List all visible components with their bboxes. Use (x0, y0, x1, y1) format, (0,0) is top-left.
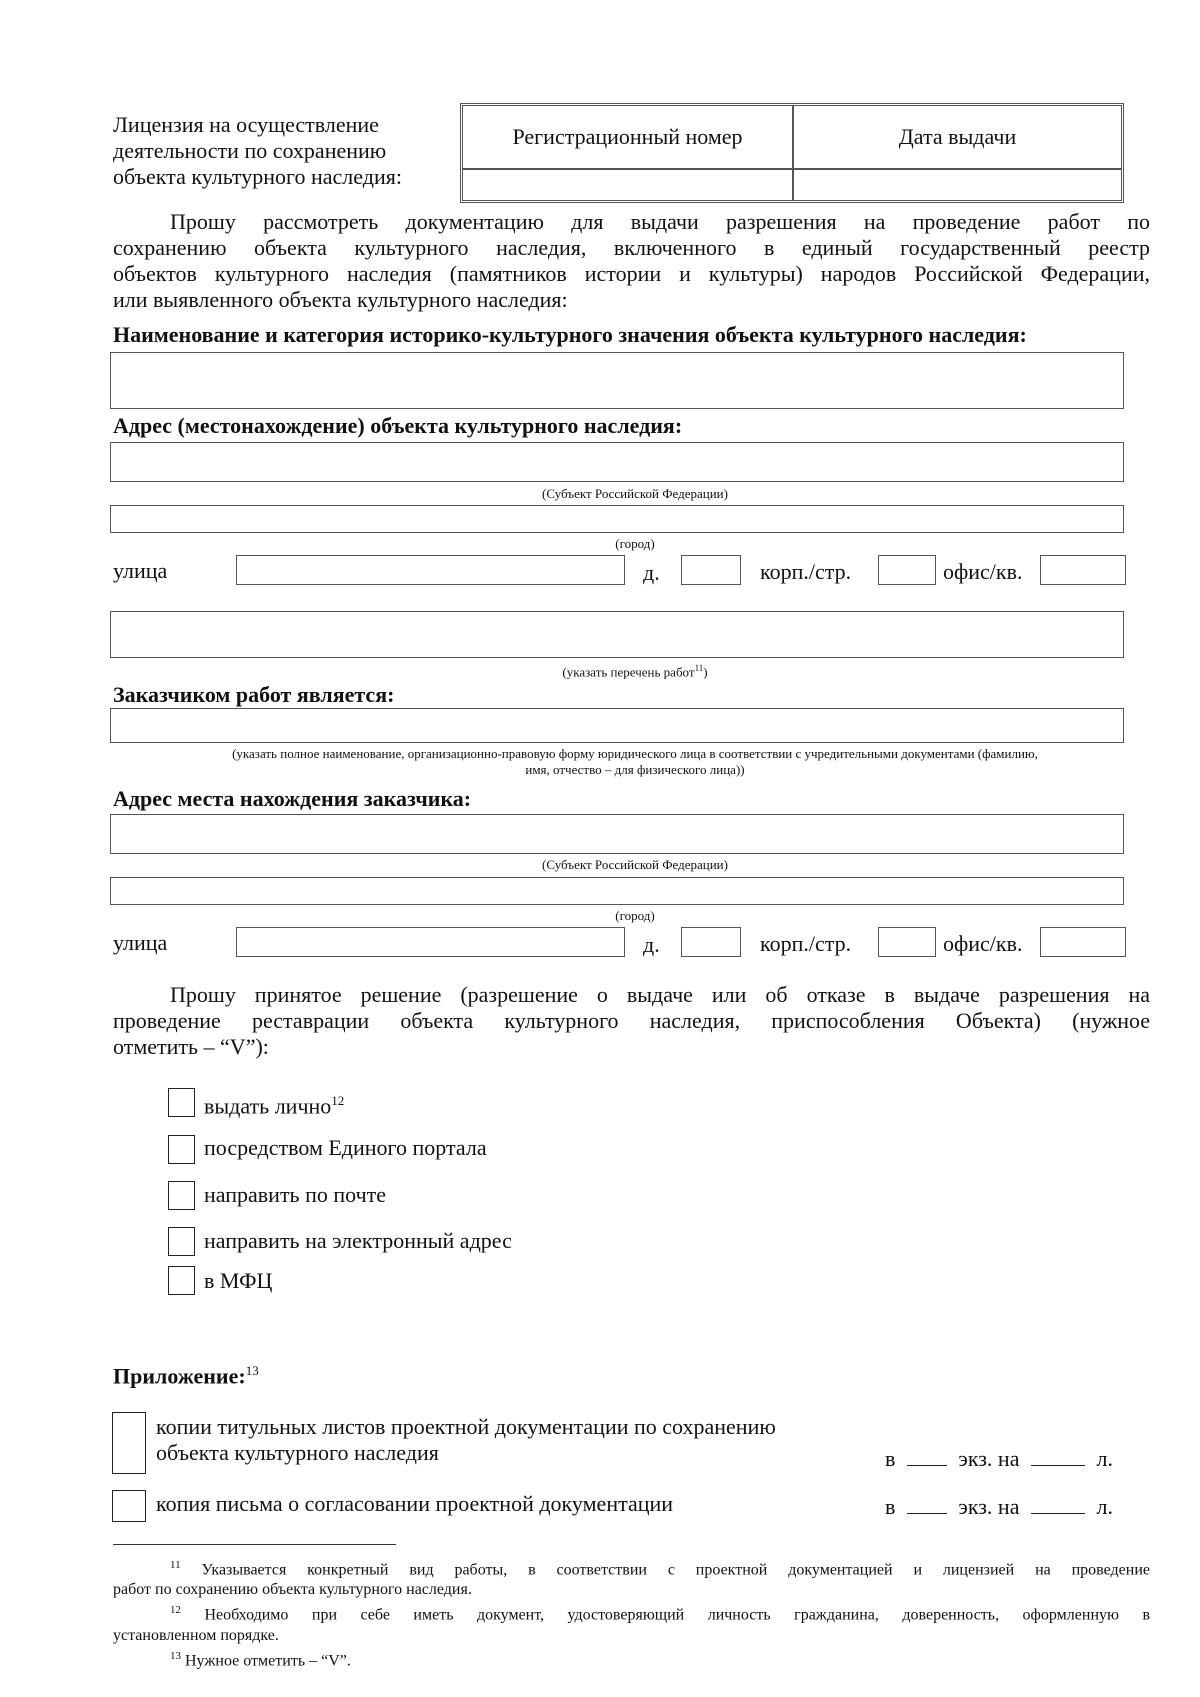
option-mfc-label: в МФЦ (204, 1268, 273, 1293)
appendix-item-2-checkbox[interactable] (112, 1490, 146, 1522)
license-label-line: деятельности по сохранению (113, 138, 387, 163)
footnote-11-line2: работ по сохранению объекта культурного наследия. (113, 1581, 472, 1599)
appendix-item-line: объекта культурного наследия (156, 1440, 439, 1465)
heading-object-address: Адрес (местонахождение) объекта культурного наследия: (113, 413, 683, 438)
object-subject-caption: (Субъект Российской Федерации) (542, 486, 728, 501)
option-in-person-checkbox[interactable] (168, 1088, 195, 1117)
footnote-number: 13 (170, 1649, 181, 1662)
in-label: в (885, 1446, 896, 1471)
customer-house-label: д. (643, 932, 660, 957)
footnote-12-line1 (113, 1600, 1150, 1625)
customer-building-input[interactable] (878, 927, 936, 957)
customer-street-label: улица (113, 930, 168, 955)
footnote-13-line1 (113, 1646, 1150, 1671)
footnote-number: 11 (170, 1559, 181, 1571)
option-mail-label: направить по почте (204, 1182, 387, 1207)
sheets-label: л. (1096, 1446, 1113, 1471)
customer-city-input[interactable] (110, 877, 1124, 905)
option-portal-checkbox[interactable] (168, 1135, 195, 1164)
intro-line: Прошу рассмотреть документацию для выдачи разрешения на проведение работ по (170, 209, 1150, 234)
heading-customer-address: Адрес места нахождения заказчика: (113, 786, 472, 811)
appendix-item-1-checkbox[interactable] (112, 1412, 146, 1474)
license-table (460, 103, 1124, 203)
license-label-line: объекта культурного наследия: (113, 164, 402, 189)
appendix-title-sup: 13 (245, 1363, 259, 1378)
appendix-item-2-label: копия письма о согласовании проектной документации (156, 1491, 674, 1516)
appendix-item-1-label (156, 1414, 776, 1466)
license-col-regnum: Регистрационный номер (463, 106, 794, 170)
works-caption-sup: 11 (694, 663, 704, 673)
footnote-text: Указывается конкретный вид работы, в соответствии с проектной документацией и лицензией на проведение (201, 1561, 1151, 1579)
footnote-divider (113, 1544, 396, 1545)
customer-caption (110, 746, 1160, 778)
customer-subject-caption: (Субъект Российской Федерации) (542, 857, 728, 872)
object-house-input[interactable] (681, 555, 741, 585)
sheets-label: л. (1096, 1494, 1113, 1519)
license-label (113, 112, 402, 190)
option-mfc-checkbox[interactable] (168, 1266, 195, 1295)
intro-line: или выявленного объекта культурного наследия: (113, 287, 568, 312)
option-label-sup: 12 (331, 1093, 345, 1108)
works-caption: (указать перечень работ$^{11}$) (562, 663, 708, 680)
intro-paragraph (113, 209, 1150, 313)
decision-line: Прошу принятое решение (разрешение о выдаче или об отказе в выдаче разрешения на (170, 982, 1150, 1007)
license-regnum-input[interactable] (463, 170, 794, 200)
appendix-item-line: копии титульных листов проектной документации по сохранению (156, 1414, 776, 1439)
appendix-item-1-count (885, 1446, 1113, 1472)
customer-street-input[interactable] (236, 927, 625, 957)
intro-line: сохранению объекта культурного наследия, включенного в единый государственный реестр (113, 235, 1150, 260)
appendix-item-2-count (885, 1494, 1113, 1520)
customer-name-input[interactable] (110, 708, 1124, 743)
works-list-input[interactable] (110, 611, 1124, 658)
option-label-text: выдать лично (204, 1093, 332, 1119)
footnotes (113, 1555, 1150, 1671)
heading-object-name: Наименование и категория историко-культурного значения объекта культурного наследия: (113, 322, 1027, 347)
object-building-input[interactable] (878, 555, 936, 585)
customer-office-input[interactable] (1040, 927, 1126, 957)
object-city-input[interactable] (110, 505, 1124, 533)
option-mail-checkbox[interactable] (168, 1181, 195, 1210)
footnote-12-line2: установленном порядке. (113, 1626, 279, 1644)
appendix-title-text: Приложение: (113, 1363, 246, 1389)
object-building-label: корп./стр. (760, 559, 852, 584)
option-in-person-label (204, 1088, 344, 1119)
sheets-blank[interactable] (1031, 1465, 1085, 1466)
intro-line: объектов культурного наследия (памятников истории и культуры) народов Российской Федерации, (113, 261, 1150, 286)
footnote-number: 12 (170, 1604, 181, 1617)
object-subject-input[interactable] (110, 442, 1124, 482)
decision-line: отметить – “V”): (113, 1034, 269, 1059)
option-email-checkbox[interactable] (168, 1227, 195, 1256)
customer-house-input[interactable] (681, 927, 741, 957)
object-street-input[interactable] (236, 555, 625, 585)
customer-building-label: корп./стр. (760, 931, 852, 956)
copies-label: экз. на (958, 1446, 1020, 1471)
copies-blank[interactable] (907, 1513, 947, 1514)
copies-label: экз. на (958, 1494, 1020, 1519)
customer-subject-input[interactable] (110, 814, 1124, 854)
object-office-input[interactable] (1040, 555, 1126, 585)
option-portal-label: посредством Единого портала (204, 1135, 487, 1160)
customer-office-label: офис/кв. (943, 931, 1023, 956)
object-street-label: улица (113, 558, 168, 583)
customer-city-caption: (город) (615, 908, 655, 923)
decision-paragraph (113, 982, 1150, 1060)
object-name-input[interactable] (110, 352, 1124, 409)
footnote-11-line1 (113, 1555, 1150, 1580)
appendix-title (113, 1358, 259, 1389)
object-house-label: д. (643, 560, 660, 585)
in-label: в (885, 1494, 896, 1519)
sheets-blank[interactable] (1031, 1513, 1085, 1514)
license-date-input[interactable] (794, 170, 1121, 200)
customer-caption-line: (указать полное наименование, организационно-правовую форму юридического лица в соответствии с учредительными документами (фамилию, (232, 746, 1038, 761)
option-email-label: направить на электронный адрес (204, 1228, 512, 1253)
footnote-text: Необходимо при себе иметь документ, удостоверяющий личность гражданина, доверенность, оформленную в (204, 1606, 1151, 1624)
works-caption-text: (указать перечень работ (562, 664, 695, 680)
object-office-label: офис/кв. (943, 559, 1023, 584)
heading-customer: Заказчиком работ является: (113, 682, 395, 707)
footnote-text: Нужное отметить – “V”. (185, 1651, 351, 1669)
customer-caption-line: имя, отчество – для физического лица)) (525, 762, 745, 777)
object-city-caption: (город) (615, 536, 655, 551)
copies-blank[interactable] (907, 1465, 947, 1466)
license-label-line: Лицензия на осуществление (113, 112, 379, 137)
decision-line: проведение реставрации объекта культурного наследия, приспособления Объекта) (нужное (113, 1008, 1150, 1033)
license-col-date: Дата выдачи (794, 106, 1121, 170)
